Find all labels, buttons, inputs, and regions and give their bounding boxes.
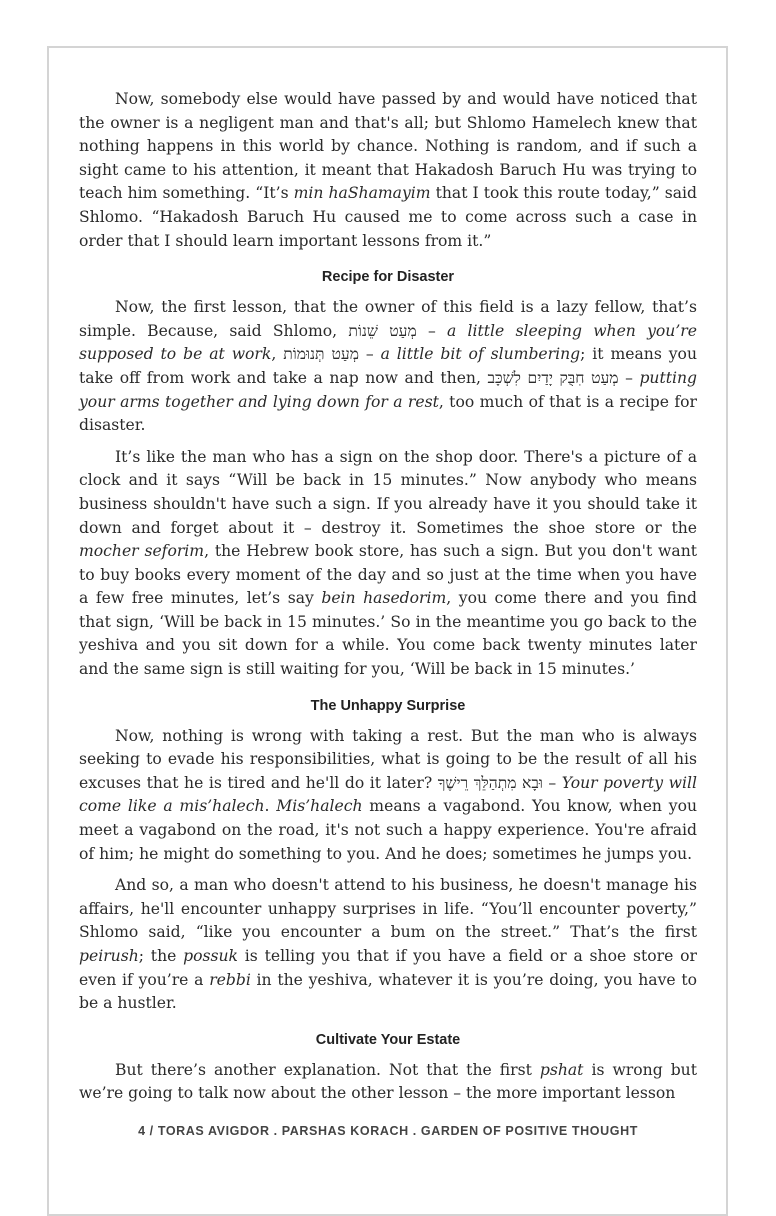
hebrew-quote: מְעַט שֵׁנוֹת (348, 321, 417, 340)
hebrew-quote: מְעַט תְּנוּמוֹת (283, 345, 359, 364)
text-run: – (618, 368, 640, 387)
body-paragraph (79, 725, 697, 867)
body-paragraph (79, 874, 697, 1016)
italic-term: peirush (79, 947, 139, 965)
text-run: . (264, 797, 277, 816)
text-run: But there’s another explanation. Not that the first (115, 1060, 540, 1079)
italic-term: min haShamayim (293, 184, 431, 203)
text-run: , you come there and you find that sign, ‘Will be back in 15 minutes.’ So in the meantime you go back to the yeshiva and you sit down for a while. You come back twenty minutes later and the same sign is still waiting for you, ‘Will be back in 15 minutes.’ (79, 589, 697, 679)
text-run: ; it means you take off from work and take a nap now and then, (79, 345, 697, 387)
italic-term: mocher seforim (79, 542, 205, 561)
text-run: in the yeshiva, whatever it is you’re doing, you have to be a hustler. (79, 970, 698, 1013)
text-run: – (542, 773, 562, 792)
text-run: means a vagabond. You know, when you meet a vagabond on the road, it's not such a happy experience. You're afraid of him; he might do something to you. And he does; sometimes he jumps you. (79, 797, 697, 863)
italic-term: bein hasedorim (321, 589, 447, 608)
article-body (79, 88, 697, 1114)
text-run: ; the (138, 947, 184, 965)
text-run: is telling you that if you have a field or a shoe store or even if you’re a (79, 947, 697, 989)
text-run: , (271, 345, 284, 364)
italic-term: putting your arms together and lying down for a rest (79, 368, 698, 411)
italic-term: a little bit of slumbering (380, 345, 581, 364)
body-paragraph (79, 446, 697, 682)
text-run: , too much of that is a recipe for disaster. (79, 392, 697, 435)
italic-term: rebbi (209, 970, 251, 989)
text-run: Now, nothing is wrong with taking a rest. But the man who is always seeking to evade his responsibilities, what is going to be the result of all his excuses that he is tired and he'll do it later? (79, 726, 697, 792)
hebrew-quote: וּבָא מִתְהַלֵּךְ רֵישֶׁךָ (437, 773, 543, 792)
text-run: that I took this route today,” said Shlomo. “Hakadosh Baruch Hu caused me to come across such a case in order that I should learn important lessons from it.” (79, 184, 697, 250)
text-run: – (416, 321, 447, 340)
section-heading: Cultivate Your Estate (315, 1031, 461, 1048)
text-run: is wrong but we’re going to talk now about the other lesson – the more important lesson (79, 1060, 697, 1103)
body-paragraph (79, 1059, 697, 1106)
text-run: , the Hebrew book store, has such a sign. But you don't want to buy books every moment of the day and so just at the time when you have a few free minutes, let’s say (79, 542, 698, 608)
italic-term: Mis’halech (276, 797, 363, 816)
italic-term: a little sleeping when you’re supposed to be at work (79, 321, 697, 364)
italic-term: pshat (539, 1060, 584, 1079)
page-footer: 4 / TORAS AVIGDOR . PARSHAS KORACH . GARDEN OF POSITIVE THOUGHT (138, 1124, 638, 1138)
italic-term: possuk (183, 947, 239, 965)
text-run: – (358, 345, 381, 364)
body-paragraph (79, 88, 697, 253)
italic-term: Your poverty will come like a mis’halech (79, 773, 697, 816)
text-run: And so, a man who doesn't attend to his business, he doesn't manage his affairs, he'll encounter unhappy surprises in life. “You’ll encounter poverty,” Shlomo said, “like you encounter a bum on the street.” That’s the first (79, 876, 697, 942)
text-run: It’s like the man who has a sign on the shop door. There's a picture of a clock and it says “Will be back in 15 minutes.” Now anybody who means business shouldn't have such a sign. If you already have it you should take it down and forget about it – destroy it. Sometimes the shoe store or the (79, 447, 697, 537)
hebrew-quote: מְעַט חִבֻּק יָדַיִם לִשְׁכָּב (487, 368, 619, 387)
body-paragraph (79, 296, 697, 438)
text-run: Now, the first lesson, that the owner of this field is a lazy fellow, that’s simple. Because, said Shlomo, (79, 298, 697, 340)
section-heading: Recipe for Disaster (321, 269, 455, 286)
section-heading: The Unhappy Surprise (310, 697, 466, 714)
text-run: Now, somebody else would have passed by and would have noticed that the owner is a negligent man and that's all; but Shlomo Hamelech knew that nothing happens in this world by chance. Nothing is random, and if such a sight came to his attention, it meant that Hakadosh Baruch Hu was trying to teach him something. “It’s (79, 90, 697, 203)
